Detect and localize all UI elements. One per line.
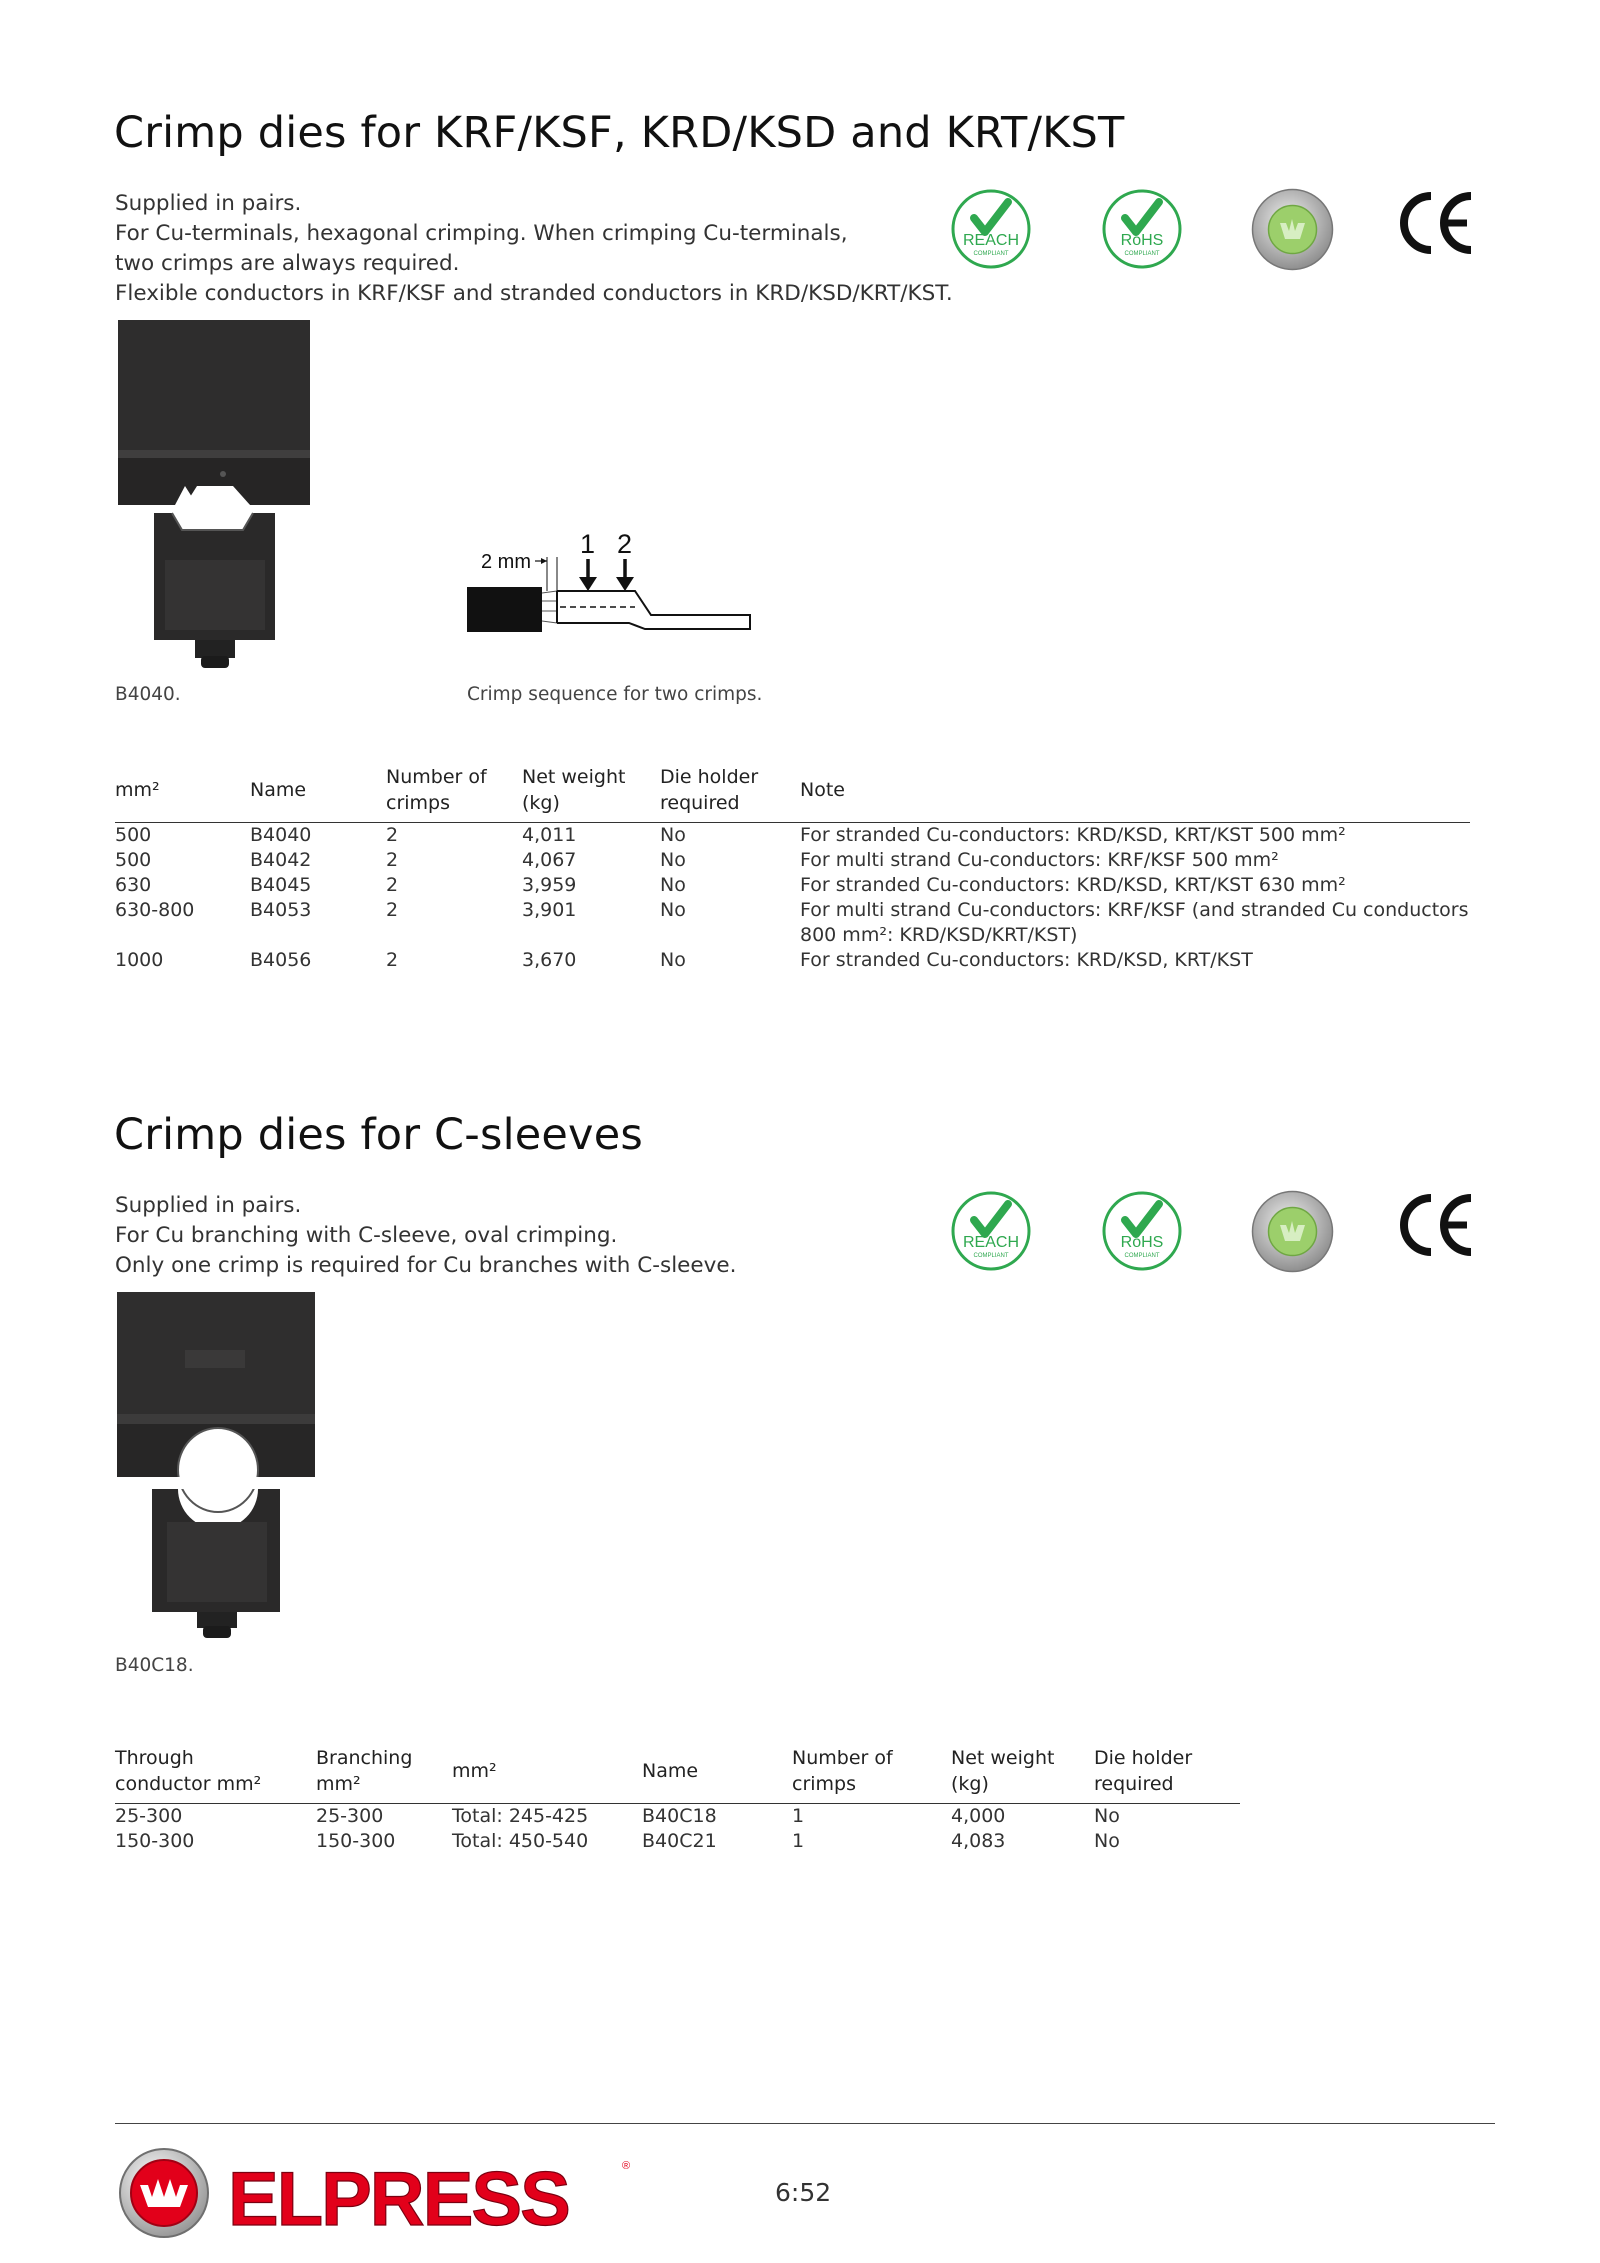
table-row [115, 848, 1470, 873]
cell-mm2: 500 [115, 824, 152, 846]
cell-die-holder: No [660, 899, 686, 921]
intro-line: Supplied in pairs. [115, 191, 302, 216]
ce-mark-icon [1395, 1190, 1477, 1260]
photo-caption-b4040: B4040. [115, 684, 181, 705]
diagram-step-2: 2 [617, 529, 633, 559]
cell-note: For multi strand Cu-conductors: KRF/KSF (and stranded Cu conductors 800 mm²: KRD/KSD/KRT/KST) [800, 899, 1469, 946]
cell-die-holder: No [660, 824, 686, 846]
section2-intro [115, 1191, 736, 1281]
cell-crimps: 2 [386, 849, 399, 871]
cell-note: For multi strand Cu-conductors: KRF/KSF 500 mm² [800, 849, 1279, 871]
diagram-step-1: 1 [580, 529, 596, 559]
rohs-compliant-icon [1101, 188, 1183, 270]
reach-compliant-icon [950, 188, 1032, 270]
table-header-row [115, 1745, 1240, 1804]
cell-name: B4053 [250, 899, 312, 921]
cell-note: For stranded Cu-conductors: KRD/KSD, KRT/KST [800, 949, 1253, 971]
intro-line: two crimps are always required. [115, 251, 460, 276]
rohs-label: RoHS [1120, 232, 1164, 249]
table-row [115, 873, 1470, 898]
cell-crimps: 1 [792, 1830, 805, 1852]
col-header-weight: Net weight (kg) [522, 764, 660, 823]
reach-sub-label: COMPLIANT [973, 1253, 1009, 1259]
cell-die-holder: No [1094, 1805, 1120, 1827]
cell-note: For stranded Cu-conductors: KRD/KSD, KRT/KST 500 mm² [800, 824, 1346, 846]
cell-die-holder: No [660, 849, 686, 871]
section2-title: Crimp dies for C-sleeves [114, 1110, 643, 1160]
rohs-sub-label: COMPLIANT [1124, 1253, 1160, 1259]
cell-note: For stranded Cu-conductors: KRD/KSD, KRT/KST 630 mm² [800, 874, 1346, 896]
crimp-dies-table [115, 764, 1470, 973]
cell-weight: 4,067 [522, 849, 577, 871]
intro-line: Only one crimp is required for Cu branches with C-sleeve. [115, 1253, 737, 1278]
photo-caption-b40c18: B40C18. [115, 1655, 194, 1676]
table-row [115, 1804, 1240, 1830]
cell-weight: 4,000 [951, 1805, 1006, 1827]
col-header-weight: Net weight (kg) [951, 1745, 1094, 1804]
cell-name: B40C21 [642, 1830, 717, 1852]
cell-name: B4042 [250, 849, 312, 871]
c-sleeve-dies-table [115, 1745, 1240, 1854]
cell-crimps: 2 [386, 874, 399, 896]
col-header-mm2: mm² [115, 764, 250, 823]
cell-weight: 3,959 [522, 874, 577, 896]
registered-mark-icon: ® [622, 2160, 631, 2172]
col-header-name: Name [642, 1745, 792, 1804]
cell-name: B4056 [250, 949, 312, 971]
cell-mm2: Total: 245-425 [452, 1805, 589, 1827]
col-header-note: Note [800, 764, 1470, 823]
table-row [115, 898, 1470, 948]
table-row [115, 948, 1470, 973]
reach-label: REACH [962, 1234, 1020, 1251]
cell-crimps: 2 [386, 899, 399, 921]
cell-mm2: 630-800 [115, 899, 195, 921]
reach-sub-label: COMPLIANT [973, 251, 1009, 257]
cell-through: 25-300 [115, 1805, 183, 1827]
col-header-branching: Branching mm² [316, 1745, 452, 1804]
die-photo-b40c18 [115, 1292, 320, 1652]
cell-weight: 3,901 [522, 899, 577, 921]
footer-divider [115, 2123, 1495, 2124]
cell-through: 150-300 [115, 1830, 195, 1852]
intro-line: Supplied in pairs. [115, 1193, 302, 1218]
elpress-logo [118, 2145, 638, 2240]
col-header-die-holder: Die holder required [660, 764, 800, 823]
col-header-crimps: Number of crimps [386, 764, 522, 823]
cell-die-holder: No [1094, 1830, 1120, 1852]
reach-label: REACH [962, 232, 1020, 249]
table-row [115, 823, 1470, 849]
section1-intro [115, 189, 953, 309]
cell-crimps: 2 [386, 949, 399, 971]
ce-mark-icon [1395, 188, 1477, 258]
cell-name: B4040 [250, 824, 312, 846]
col-header-die-holder: Die holder required [1094, 1745, 1240, 1804]
cell-weight: 3,670 [522, 949, 577, 971]
reach-compliant-icon [950, 1190, 1032, 1272]
table-header-row [115, 764, 1470, 823]
page-number: 6:52 [775, 2178, 832, 2207]
cell-die-holder: No [660, 874, 686, 896]
cell-weight: 4,011 [522, 824, 577, 846]
table-row [115, 1829, 1240, 1854]
cell-mm2: 630 [115, 874, 152, 896]
cell-branching: 25-300 [316, 1805, 384, 1827]
col-header-through-conductor: Through conductor mm² [115, 1745, 316, 1804]
cell-crimps: 1 [792, 1805, 805, 1827]
cell-mm2: 500 [115, 849, 152, 871]
cell-weight: 4,083 [951, 1830, 1006, 1852]
crimp-sequence-diagram [465, 525, 765, 655]
col-header-mm2: mm² [452, 1745, 642, 1804]
cell-mm2: Total: 450-540 [452, 1830, 589, 1852]
cell-crimps: 2 [386, 824, 399, 846]
system-certification-seal-icon [1250, 187, 1335, 272]
cell-branching: 150-300 [316, 1830, 396, 1852]
rohs-label: RoHS [1120, 1234, 1164, 1251]
cell-name: B40C18 [642, 1805, 717, 1827]
cell-mm2: 1000 [115, 949, 164, 971]
cell-die-holder: No [660, 949, 686, 971]
section1-title: Crimp dies for KRF/KSF, KRD/KSD and KRT/KST [114, 108, 1125, 158]
intro-line: Flexible conductors in KRF/KSF and stranded conductors in KRD/KSD/KRT/KST. [115, 281, 953, 306]
system-certification-seal-icon [1250, 1189, 1335, 1274]
cell-name: B4045 [250, 874, 312, 896]
diagram-dimension-label: 2 mm [481, 551, 531, 573]
diagram-caption: Crimp sequence for two crimps. [467, 684, 763, 705]
rohs-compliant-icon [1101, 1190, 1183, 1272]
col-header-crimps: Number of crimps [792, 1745, 951, 1804]
rohs-sub-label: COMPLIANT [1124, 251, 1160, 257]
elpress-logo-text: ELPRESS [228, 2157, 569, 2240]
intro-line: For Cu branching with C-sleeve, oval crimping. [115, 1223, 618, 1248]
die-photo-b4040 [115, 320, 315, 685]
intro-line: For Cu-terminals, hexagonal crimping. When crimping Cu-terminals, [115, 221, 848, 246]
col-header-name: Name [250, 764, 386, 823]
